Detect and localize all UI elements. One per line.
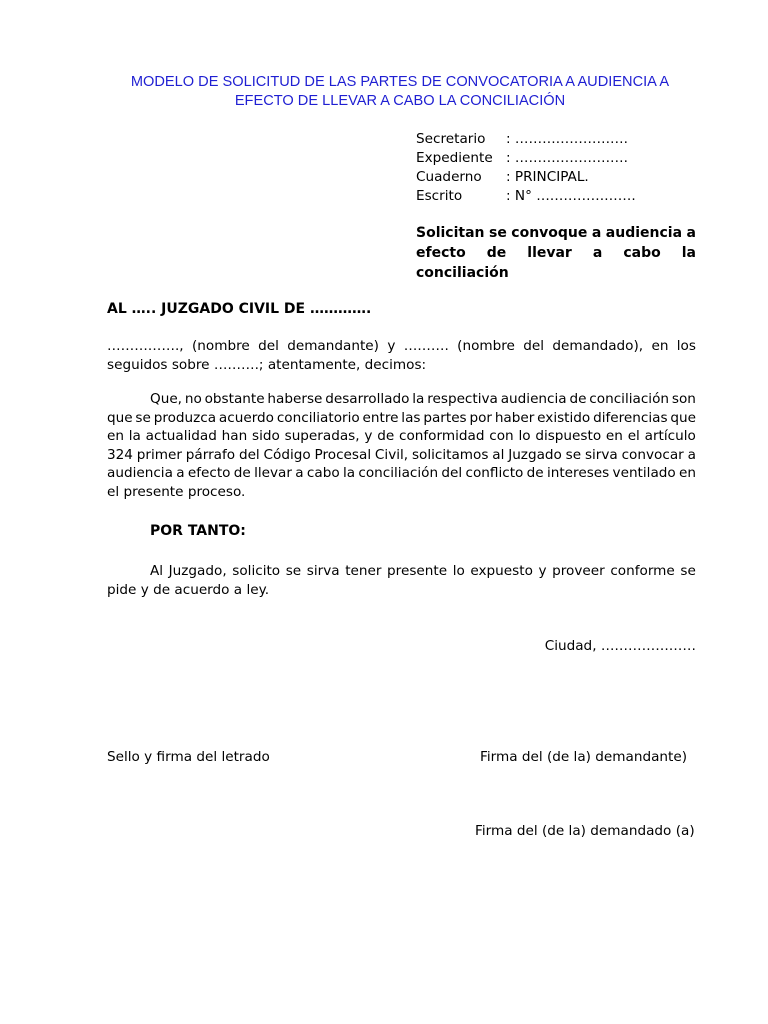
word: de <box>526 465 544 482</box>
word: en <box>605 428 623 445</box>
word: (nombre <box>457 338 515 354</box>
paragraph-line: seguidos sobre ……….; atentamente, decimos: <box>107 356 427 373</box>
signature-plaintiff: Firma del (de la) demandante) <box>480 749 688 765</box>
word: la <box>128 428 141 445</box>
meta-value: : N° …………………. <box>506 188 636 204</box>
word: se <box>488 225 507 241</box>
word: Al <box>150 563 164 579</box>
word: partes <box>423 409 467 426</box>
word: haberse <box>267 391 323 407</box>
word: y <box>538 563 547 579</box>
word: conciliación <box>589 391 670 407</box>
word: Que, <box>150 391 182 407</box>
word: de <box>233 465 251 482</box>
city-date-line: Ciudad, ………………… <box>544 638 696 654</box>
summary-line-3: conciliación <box>416 265 509 281</box>
word: efecto <box>416 245 466 261</box>
intro-paragraph <box>107 337 696 374</box>
word: expuesto <box>470 563 533 579</box>
word: primer <box>136 446 182 463</box>
word: conciliación <box>358 465 439 482</box>
word: convocar <box>621 446 684 463</box>
paragraph-line <box>107 464 696 483</box>
word: del <box>523 338 545 354</box>
word: presente <box>387 563 448 579</box>
por-tanto-heading: POR TANTO: <box>150 523 246 539</box>
word: la <box>412 391 425 407</box>
word: a <box>687 446 696 463</box>
word: de <box>377 428 395 445</box>
paragraph-line <box>107 446 696 465</box>
word: en <box>679 465 696 482</box>
word: solicitamos <box>411 446 489 463</box>
meta-row-expediente <box>416 149 636 168</box>
word: de <box>486 245 507 261</box>
document-title-line-2: EFECTO DE LLEVAR A CABO LA CONCILIACIÓN <box>234 93 566 109</box>
word: llevar <box>254 465 292 482</box>
meta-value: : PRINCIPAL. <box>506 169 589 185</box>
word: al <box>492 446 505 463</box>
word: respectiva <box>427 391 498 407</box>
word: sido <box>252 428 280 445</box>
word: demandante) <box>287 338 379 354</box>
word: intereses <box>546 465 610 482</box>
court-addressee: AL ….. JUZGADO CIVIL DE …………. <box>107 301 372 317</box>
word: (nombre <box>191 338 250 354</box>
word: se <box>565 446 582 463</box>
case-metadata <box>416 130 636 206</box>
closing-paragraph <box>107 562 696 599</box>
meta-key: Cuaderno <box>416 169 482 185</box>
word: del <box>258 338 279 354</box>
word: con <box>489 428 514 445</box>
word: audiencia <box>500 391 567 407</box>
word: diferencias <box>593 409 668 426</box>
meta-key: Secretario <box>416 131 486 147</box>
summary-line-1 <box>416 223 696 243</box>
word: del <box>238 446 260 463</box>
word: sirva <box>584 446 618 463</box>
word: se <box>285 563 302 579</box>
paragraph-line: el presente proceso. <box>107 483 246 500</box>
word: Procesal <box>314 446 372 463</box>
word: que <box>107 409 133 426</box>
word: llevar <box>527 245 572 261</box>
word: y <box>364 428 373 445</box>
word: conformidad <box>398 428 485 445</box>
word: de <box>569 391 587 407</box>
word: del <box>441 465 463 482</box>
paragraph-line <box>107 409 696 428</box>
summary-line-2 <box>416 243 696 263</box>
word: audiencia <box>107 465 173 482</box>
word: haber <box>494 409 535 426</box>
word: a <box>686 225 696 241</box>
word: artículo <box>644 428 696 445</box>
word: se <box>135 409 151 426</box>
word: Juzgado, <box>168 563 227 579</box>
word: Juzgado <box>508 446 562 463</box>
word: conciliatorio <box>276 409 360 426</box>
paragraph-line <box>107 427 696 446</box>
word: la <box>681 245 696 261</box>
paragraph-line <box>107 337 696 356</box>
word: superadas, <box>284 428 360 445</box>
word: Civil, <box>374 446 409 463</box>
meta-key: Escrito <box>416 188 463 204</box>
meta-key: Expediente <box>416 150 493 166</box>
word: tener <box>345 563 382 579</box>
paragraph-line: pide y de acuerdo a ley. <box>107 581 270 598</box>
word: obstante <box>204 391 265 407</box>
word: la <box>342 465 356 482</box>
word: a <box>592 245 603 261</box>
word: en <box>651 338 669 354</box>
word: que <box>670 409 696 426</box>
meta-value: : ……………………. <box>506 150 628 166</box>
word: conflicto <box>465 465 524 482</box>
request-paragraph <box>107 390 696 502</box>
paragraph-line <box>107 390 696 409</box>
word: solicito <box>232 563 281 579</box>
word: ventilado <box>612 465 676 482</box>
signature-defendant: Firma del (de la) demandado (a) <box>475 823 695 839</box>
word: 324 <box>107 446 133 463</box>
word: por <box>469 409 492 426</box>
word: han <box>221 428 248 445</box>
word: cabo <box>623 245 661 261</box>
meta-row-secretario <box>416 130 636 149</box>
word: lo <box>452 563 465 579</box>
word: existido <box>537 409 591 426</box>
word: Código <box>263 446 311 463</box>
word: conforme <box>610 563 675 579</box>
word: entre <box>362 409 399 426</box>
word: a <box>295 465 304 482</box>
petition-summary <box>416 223 696 283</box>
word: y <box>387 338 396 354</box>
meta-value: : ……………………. <box>506 131 628 147</box>
word: los <box>676 338 696 354</box>
word: desarrollado <box>325 391 410 407</box>
word: en <box>107 428 124 445</box>
word: Solicitan <box>416 225 485 241</box>
meta-row-cuaderno <box>416 168 636 187</box>
word: demandado), <box>552 338 644 354</box>
word: cabo <box>306 465 340 482</box>
word: actualidad <box>145 428 217 445</box>
word: son <box>671 391 696 407</box>
document-title-line-1: MODELO DE SOLICITUD DE LAS PARTES DE CONVOCATORIA A AUDIENCIA A <box>130 74 670 90</box>
word: ………. <box>403 338 449 354</box>
word: produzca <box>153 409 217 426</box>
word: ……………., <box>107 338 184 354</box>
word: párrafo <box>185 446 236 463</box>
word: a <box>591 225 602 241</box>
word: audiencia <box>605 225 683 241</box>
paragraph-line <box>107 562 696 581</box>
word: no <box>184 391 202 407</box>
word: convoque <box>511 225 588 241</box>
word: lo <box>518 428 531 445</box>
word: se <box>680 563 696 579</box>
word: las <box>401 409 421 426</box>
word: el <box>627 428 640 445</box>
word: dispuesto <box>535 428 602 445</box>
signature-lawyer: Sello y firma del letrado <box>107 749 270 765</box>
word: proveer <box>552 563 605 579</box>
word: acuerdo <box>218 409 275 426</box>
word: efecto <box>187 465 231 482</box>
word: a <box>176 465 185 482</box>
word: sirva <box>306 563 340 579</box>
meta-row-escrito <box>416 187 636 206</box>
